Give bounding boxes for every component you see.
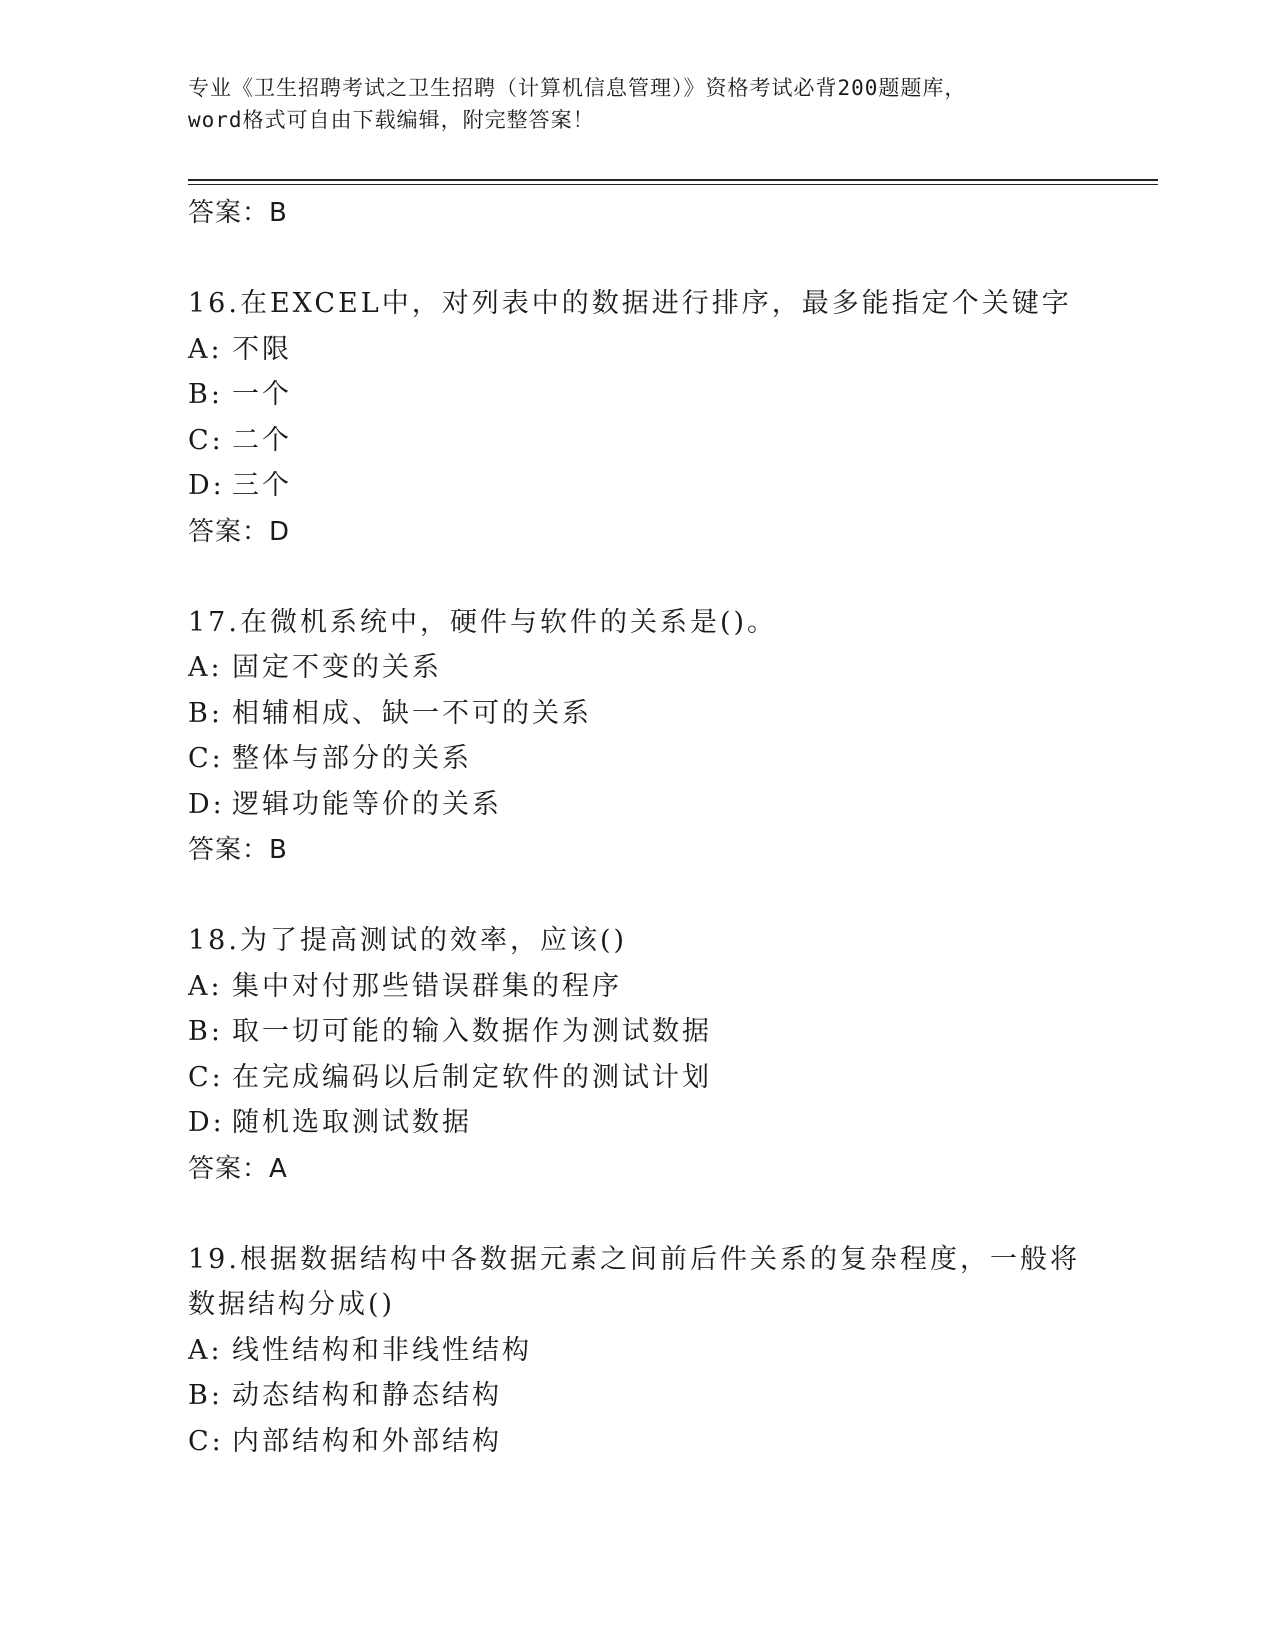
option-key: D: bbox=[188, 788, 225, 820]
header-rule-thick bbox=[188, 179, 1158, 181]
header-line-1: 专业《卫生招聘考试之卫生招聘（计算机信息管理）》资格考试必背200题题库， bbox=[188, 76, 967, 100]
option-a bbox=[188, 327, 1088, 373]
option-c bbox=[188, 418, 1088, 464]
option-text: 一个 bbox=[232, 379, 292, 410]
option-a bbox=[188, 1328, 1088, 1374]
option-key: D: bbox=[188, 470, 225, 501]
question-text: 16.在EXCEL中，对列表中的数据进行排序，最多能指定个关键字 bbox=[188, 288, 1072, 319]
option-d bbox=[188, 463, 1088, 509]
answer-line: 答案：B bbox=[188, 198, 288, 228]
question-19 bbox=[188, 1237, 1088, 1465]
question-text: 19.根据数据结构中各数据元素之间前后件关系的复杂程度，一般将数据结构分成() bbox=[188, 1243, 1080, 1320]
option-c bbox=[188, 736, 1088, 782]
option-a bbox=[188, 645, 1088, 691]
option-text: 二个 bbox=[232, 424, 292, 456]
option-key: C: bbox=[188, 1061, 224, 1093]
option-b bbox=[188, 691, 1088, 737]
question-text: 17.在微机系统中，硬件与软件的关系是()。 bbox=[188, 606, 778, 638]
option-key: B: bbox=[188, 1016, 223, 1047]
option-text: 整体与部分的关系 bbox=[232, 743, 472, 774]
answer-line: 答案：A bbox=[188, 1153, 288, 1184]
option-key: A: bbox=[188, 970, 223, 1002]
option-key: C: bbox=[188, 1425, 224, 1457]
option-text: 相辅相成、缺一不可的关系 bbox=[232, 697, 592, 729]
option-key: B: bbox=[188, 1380, 223, 1411]
option-key: A: bbox=[188, 652, 223, 683]
header-line-2: word格式可自由下载编辑，附完整答案！ bbox=[188, 108, 595, 132]
option-b bbox=[188, 1373, 1088, 1419]
option-b bbox=[188, 1009, 1088, 1055]
option-text: 在完成编码以后制定软件的测试计划 bbox=[232, 1061, 712, 1093]
question-list bbox=[188, 190, 1088, 1464]
answer-line: 答案：D bbox=[188, 516, 291, 547]
option-b bbox=[188, 372, 1088, 418]
answer-line: 答案：B bbox=[188, 835, 288, 865]
option-c bbox=[188, 1055, 1088, 1101]
option-text: 线性结构和非线性结构 bbox=[232, 1334, 532, 1366]
option-key: D: bbox=[188, 1107, 225, 1138]
option-key: B: bbox=[188, 697, 223, 729]
option-text: 固定不变的关系 bbox=[232, 652, 442, 683]
option-text: 动态结构和静态结构 bbox=[232, 1380, 502, 1411]
option-text: 不限 bbox=[232, 333, 292, 365]
question-text: 18.为了提高测试的效率，应该() bbox=[188, 925, 628, 956]
option-text: 三个 bbox=[232, 470, 292, 501]
question-17 bbox=[188, 600, 1088, 874]
option-a bbox=[188, 964, 1088, 1010]
option-text: 逻辑功能等价的关系 bbox=[232, 788, 502, 820]
option-c bbox=[188, 1419, 1088, 1465]
option-key: A: bbox=[188, 1334, 223, 1366]
option-text: 随机选取测试数据 bbox=[232, 1107, 472, 1138]
question-18 bbox=[188, 918, 1088, 1192]
document-header bbox=[188, 72, 1088, 136]
option-key: A: bbox=[188, 333, 223, 365]
option-d bbox=[188, 1100, 1088, 1146]
option-text: 内部结构和外部结构 bbox=[232, 1425, 502, 1457]
option-text: 取一切可能的输入数据作为测试数据 bbox=[232, 1016, 712, 1047]
option-key: B: bbox=[188, 379, 223, 410]
question-16 bbox=[188, 281, 1088, 555]
option-d bbox=[188, 782, 1088, 828]
header-rule-thin bbox=[188, 184, 1158, 185]
option-text: 集中对付那些错误群集的程序 bbox=[232, 970, 622, 1002]
option-key: C: bbox=[188, 743, 224, 774]
option-key: C: bbox=[188, 424, 224, 456]
